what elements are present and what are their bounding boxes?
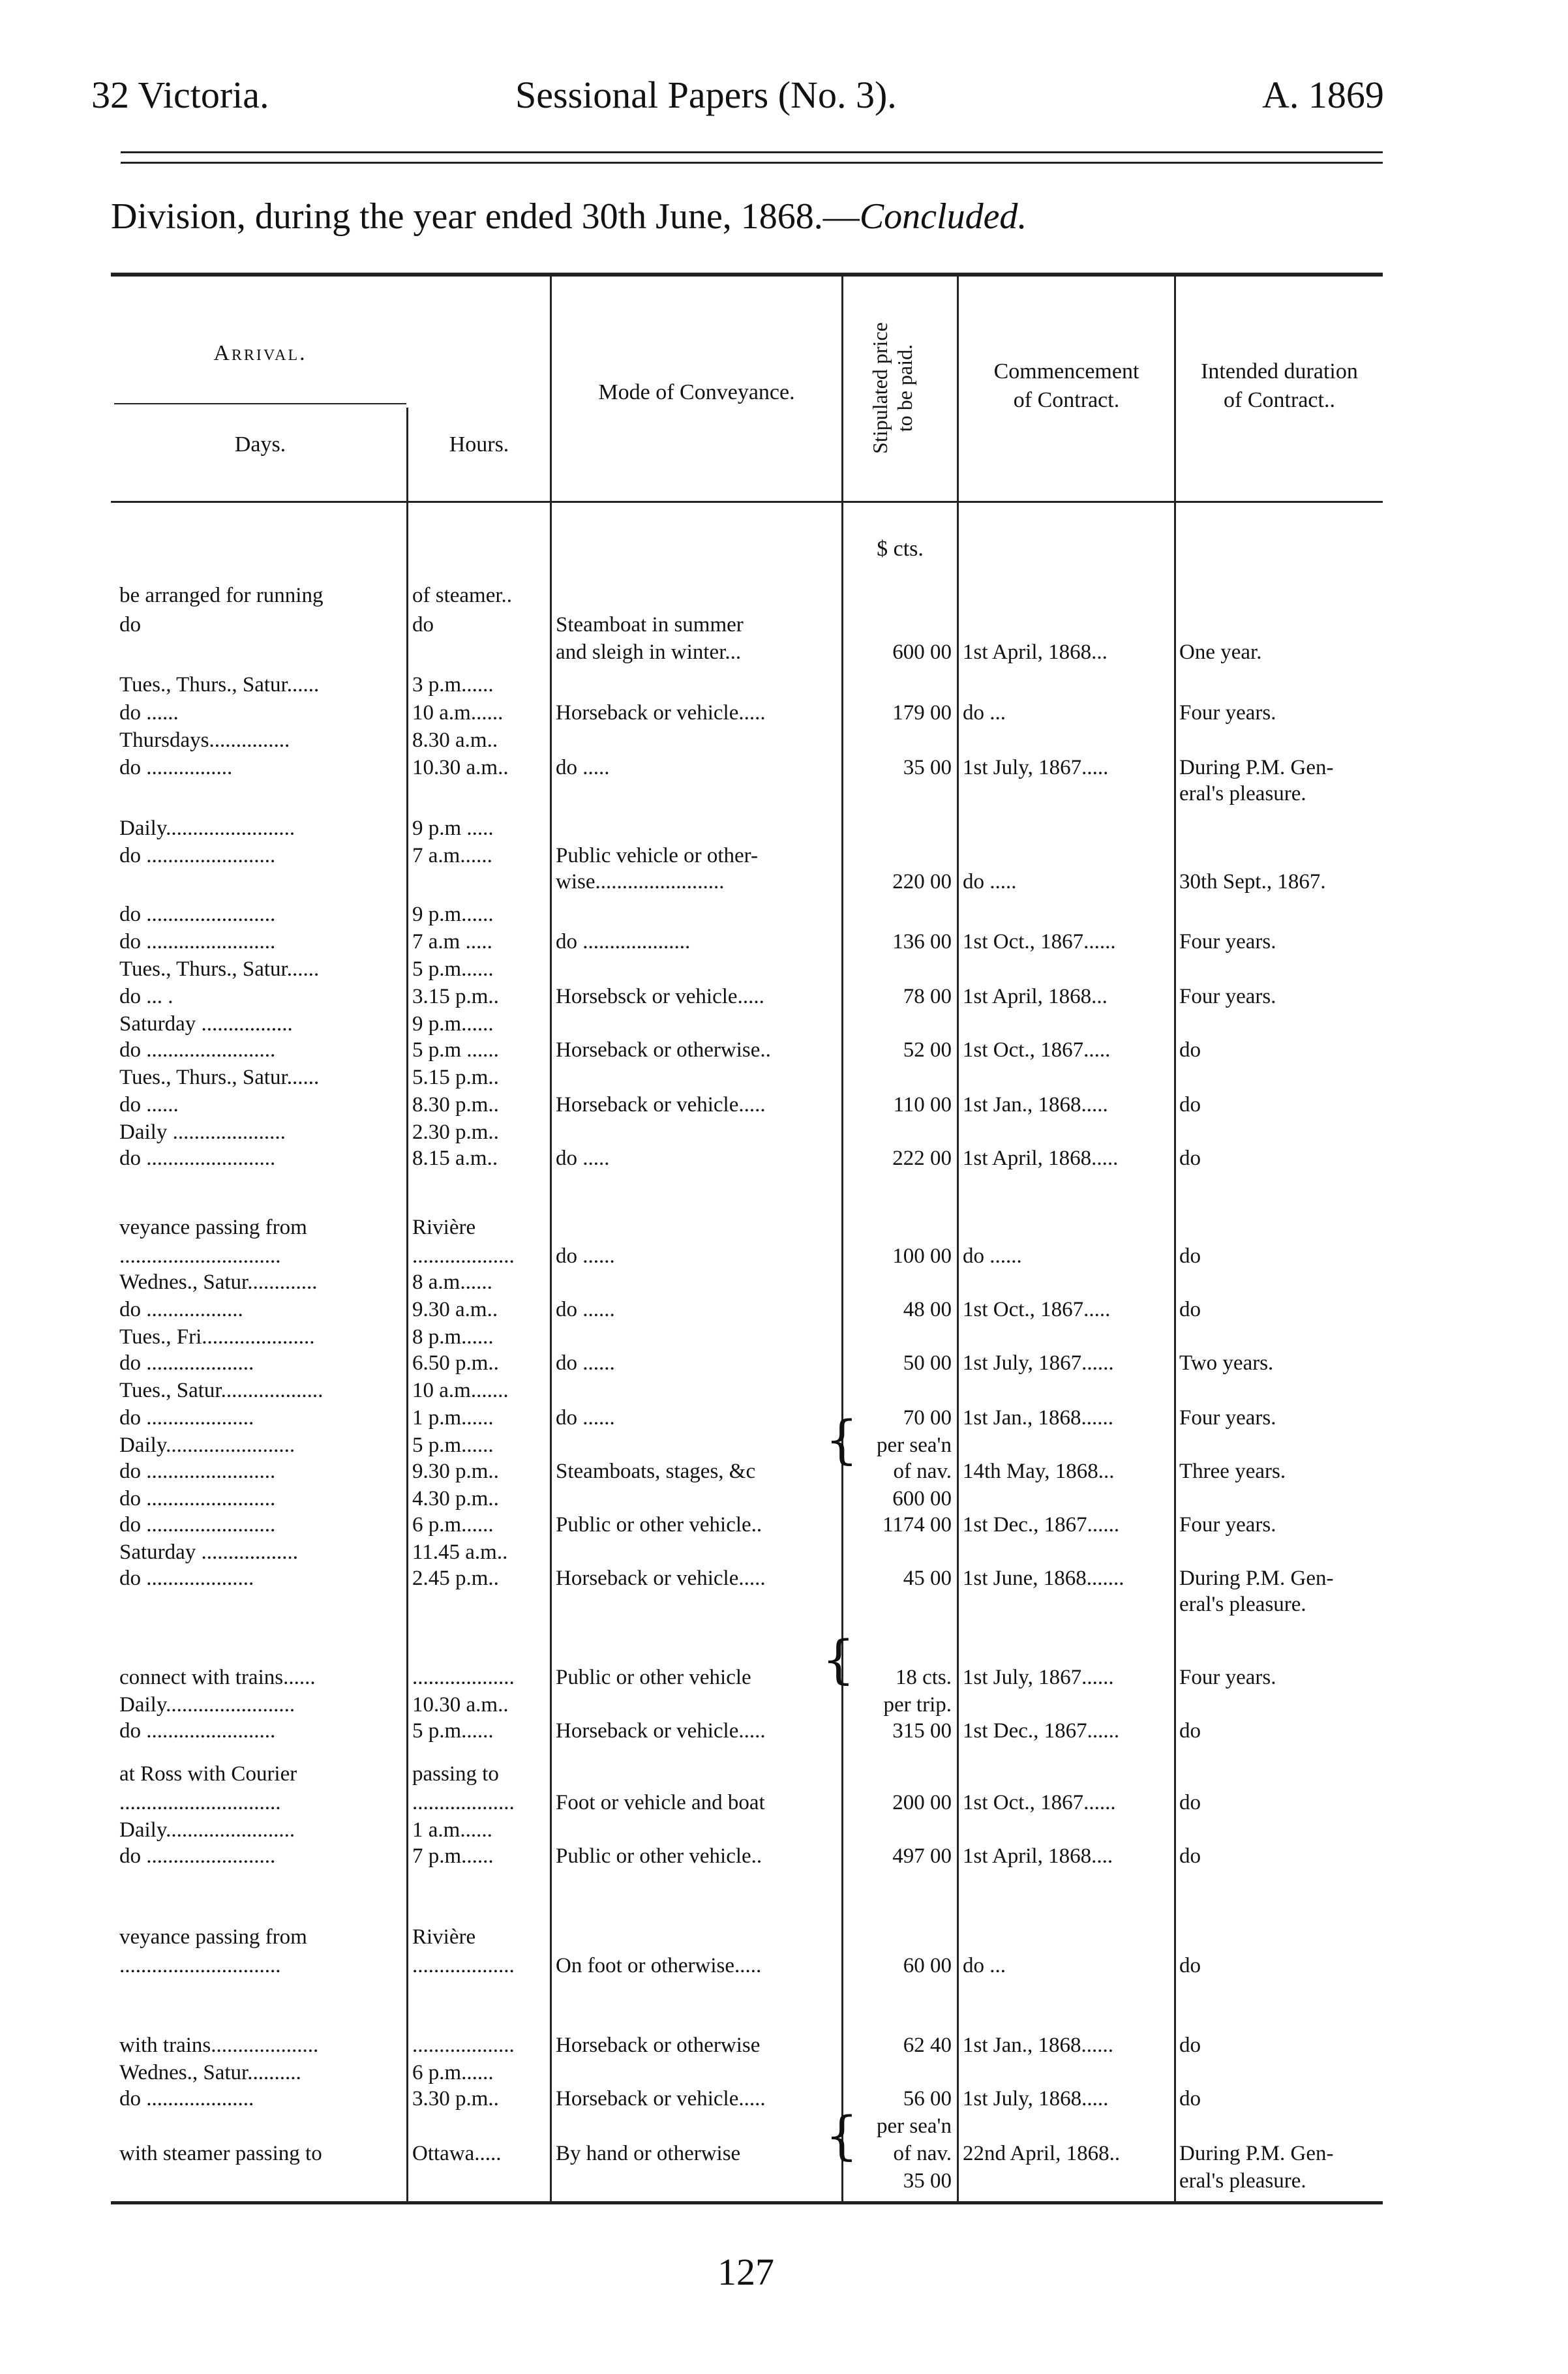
heading-hours: Hours.	[449, 432, 509, 457]
cell-comm: 1st April, 1868.....	[963, 1147, 1119, 1170]
cell-price: 52 00	[903, 1038, 952, 1062]
col-rule-price	[957, 274, 959, 2201]
cell-hours: 5 p.m......	[412, 1719, 494, 1743]
cell-days: do ........................	[119, 930, 276, 954]
cell-hours: do	[412, 613, 434, 637]
cell-hours: 11.45 a.m..	[412, 1540, 508, 1564]
cell-mode: Public or other vehicle..	[556, 1844, 762, 1868]
cell-hours: 9.30 a.m..	[412, 1298, 498, 1321]
cell-price: 50 00	[903, 1351, 952, 1375]
cell-hours: passing to	[412, 1762, 499, 1786]
cell-price: of nav.	[893, 2142, 952, 2165]
cell-price: 78 00	[903, 985, 952, 1008]
cell-dur: do	[1179, 1038, 1201, 1062]
cell-price: 60 00	[903, 1954, 952, 1977]
page-subtitle: Division, during the year ended 30th June, 1868.—Concluded.	[111, 196, 1027, 237]
cell-comm: do .....	[963, 870, 1017, 894]
cell-hours: 2.45 p.m..	[412, 1567, 499, 1590]
cell-comm: 1st Jan., 1868.....	[963, 1093, 1108, 1117]
cell-days: be arranged for running	[119, 584, 324, 607]
cell-price: 1174 00	[882, 1513, 952, 1537]
cell-dur: Four years.	[1179, 1513, 1276, 1537]
heading-mode: Mode of Conveyance.	[598, 380, 795, 404]
cell-price: 600 00	[892, 640, 952, 664]
cell-hours: 8 p.m......	[412, 1325, 494, 1349]
cell-hours: 7 p.m......	[412, 1844, 494, 1868]
cell-dur: Four years.	[1179, 930, 1276, 954]
cell-price: 220 00	[892, 870, 952, 894]
cell-mode: Horseback or vehicle.....	[556, 701, 766, 725]
cell-hours: 10 a.m......	[412, 701, 504, 725]
cell-dur: Four years.	[1179, 1666, 1276, 1689]
cell-days: do ........................	[119, 1038, 276, 1062]
cell-comm: 1st Oct., 1867.....	[963, 1038, 1111, 1062]
cell-hours: 1 a.m......	[412, 1818, 492, 1842]
cell-dur: do	[1179, 1954, 1201, 1977]
cell-hours: 9 p.m .....	[412, 817, 494, 840]
cell-days: do ....................	[119, 1406, 254, 1430]
cell-hours: 2.30 p.m..	[412, 1120, 499, 1144]
cell-days: Daily........................	[119, 1434, 295, 1457]
cell-hours: 3.15 p.m..	[412, 985, 499, 1008]
cell-hours: ...................	[412, 1244, 515, 1268]
cell-dur: do	[1179, 1298, 1201, 1321]
heading-commencement: Commencement of Contract.	[993, 359, 1139, 412]
cell-comm: 1st July, 1867.....	[963, 756, 1109, 779]
cell-days: Wednes., Satur.............	[119, 1270, 318, 1294]
cell-dur: Four years.	[1179, 701, 1276, 725]
brace-by-hand: {	[825, 2105, 858, 2166]
heading-arrival: Arrival.	[213, 341, 307, 365]
cell-hours: 6.50 p.m..	[412, 1351, 499, 1375]
cell-comm: 1st July, 1867......	[963, 1351, 1114, 1375]
table-header-rule	[111, 501, 1383, 503]
cell-days: Tues., Satur...................	[119, 1379, 324, 1402]
cell-dur: Four years.	[1179, 1406, 1276, 1430]
cell-days: ..............................	[119, 1954, 281, 1977]
cell-days: ..............................	[119, 1791, 281, 1814]
cell-dur: eral's pleasure.	[1179, 782, 1306, 805]
cell-mode: do ......	[556, 1244, 615, 1268]
cell-mode: do ....................	[556, 930, 691, 954]
cell-dur: do	[1179, 1244, 1201, 1268]
cell-hours: 5 p.m ......	[412, 1038, 499, 1062]
cell-price: of nav.	[893, 1460, 952, 1483]
cell-hours: 1 p.m......	[412, 1406, 494, 1430]
cell-mode: On foot or otherwise.....	[556, 1954, 762, 1977]
cell-dur: do	[1179, 1719, 1201, 1743]
col-rule-hours	[550, 274, 552, 2201]
cell-price: per sea'n	[877, 2114, 952, 2138]
cell-price: 136 00	[892, 930, 952, 954]
cell-days: do ........................	[119, 1147, 276, 1170]
cell-hours: ...................	[412, 1666, 515, 1689]
cell-comm: 1st April, 1868....	[963, 1844, 1113, 1868]
cell-mode: Horsebsck or vehicle.....	[556, 985, 764, 1008]
cell-hours: ...................	[412, 1954, 515, 1977]
cell-mode: Foot or vehicle and boat	[556, 1791, 765, 1814]
header-right: A. 1869	[1262, 74, 1384, 116]
brace-steamboats: {	[825, 1409, 858, 1470]
cell-comm: 1st July, 1868.....	[963, 2087, 1109, 2111]
cell-mode: do .....	[556, 1147, 610, 1170]
table-bottom-rule	[111, 2201, 1383, 2204]
cell-hours: 8.30 a.m..	[412, 729, 498, 752]
cell-price: 56 00	[903, 2087, 952, 2111]
cell-price: 200 00	[892, 1791, 952, 1814]
cell-comm: 1st Oct., 1867......	[963, 930, 1116, 954]
cell-hours: 9 p.m......	[412, 1012, 494, 1036]
cell-days: do ......	[119, 701, 179, 725]
cell-days: do ........................	[119, 1719, 276, 1743]
cell-hours: 5 p.m......	[412, 1434, 494, 1457]
cell-price: 18 cts.	[895, 1666, 952, 1689]
cell-hours: 5.15 p.m..	[412, 1066, 499, 1089]
col-rule-days	[406, 408, 408, 2201]
cell-comm: do ......	[963, 1244, 1022, 1268]
cell-days: with trains....................	[119, 2034, 319, 2057]
cell-price: 497 00	[892, 1844, 952, 1868]
header-center: Sessional Papers (No. 3).	[515, 74, 897, 116]
cell-mode: Steamboat in summer	[556, 613, 744, 637]
cell-dur: do	[1179, 2034, 1201, 2057]
cell-mode: Horseback or vehicle.....	[556, 2087, 766, 2111]
cell-hours: 3.30 p.m..	[412, 2087, 499, 2111]
cell-mode: Horseback or otherwise..	[556, 1038, 771, 1062]
cell-days: at Ross with Courier	[119, 1762, 297, 1786]
cell-hours: of steamer..	[412, 584, 513, 607]
cell-dur: do	[1179, 1844, 1201, 1868]
cell-hours: 10 a.m.......	[412, 1379, 509, 1402]
cell-mode: Horseback or vehicle.....	[556, 1719, 766, 1743]
cell-days: Thursdays...............	[119, 729, 290, 752]
cell-comm: 1st Dec., 1867......	[963, 1513, 1120, 1537]
cell-dur: During P.M. Gen-	[1179, 2142, 1334, 2165]
cell-days: do ........................	[119, 844, 276, 867]
cell-mode: Horseback or vehicle.....	[556, 1567, 766, 1590]
cell-days: Daily........................	[119, 817, 295, 840]
cell-days: veyance passing from	[119, 1925, 307, 1949]
heading-days: Days.	[234, 432, 286, 457]
cell-days: ..............................	[119, 1244, 281, 1268]
cell-comm: 1st Dec., 1867......	[963, 1719, 1120, 1743]
cell-hours: 6 p.m......	[412, 2061, 494, 2084]
cell-comm: 1st Jan., 1868......	[963, 1406, 1113, 1430]
cell-days: do ........................	[119, 903, 276, 926]
cell-price: 35 00	[903, 2169, 952, 2193]
cell-hours: 10.30 a.m..	[412, 756, 509, 779]
cell-hours: 8 a.m......	[412, 1270, 492, 1294]
cell-price: 100 00	[892, 1244, 952, 1268]
cell-price: 222 00	[892, 1147, 952, 1170]
cell-hours: Rivière	[412, 1216, 476, 1239]
cell-dur: Three years.	[1179, 1460, 1286, 1483]
arrival-subrule	[114, 403, 406, 404]
cell-mode: wise........................	[556, 870, 725, 894]
cell-dur: Two years.	[1179, 1351, 1274, 1375]
cell-days: do ................	[119, 756, 233, 779]
cell-hours: Ottawa.....	[412, 2142, 502, 2165]
cell-price: 315 00	[892, 1719, 952, 1743]
cell-days: do	[119, 613, 141, 637]
cell-hours: ...................	[412, 2034, 515, 2057]
cell-days: do ....................	[119, 1567, 254, 1590]
cell-mode: Steamboats, stages, &c	[556, 1460, 756, 1483]
cell-mode: do ......	[556, 1298, 615, 1321]
cell-comm: 1st June, 1868.......	[963, 1567, 1124, 1590]
cell-mode: do ......	[556, 1406, 615, 1430]
cell-price: 45 00	[903, 1567, 952, 1590]
cell-dur: Four years.	[1179, 985, 1276, 1008]
header-rule-top	[121, 151, 1383, 153]
cell-days: Wednes., Satur..........	[119, 2061, 301, 2084]
cell-days: veyance passing from	[119, 1216, 307, 1239]
heading-units: $ cts.	[877, 537, 924, 561]
cell-comm: 14th May, 1868...	[963, 1460, 1115, 1483]
cell-hours: 5 p.m......	[412, 957, 494, 981]
cell-comm: 1st April, 1868...	[963, 640, 1108, 664]
cell-hours: ...................	[412, 1791, 515, 1814]
cell-hours: 8.30 p.m..	[412, 1093, 499, 1117]
cell-price: per trip.	[883, 1693, 952, 1717]
cell-days: Daily........................	[119, 1693, 295, 1717]
cell-mode: By hand or otherwise	[556, 2142, 741, 2165]
cell-days: do ........................	[119, 1844, 276, 1868]
cell-mode: Horseback or otherwise	[556, 2034, 761, 2057]
cell-days: do ..................	[119, 1298, 243, 1321]
cell-days: do ........................	[119, 1487, 276, 1510]
col-rule-comm	[1174, 274, 1176, 2201]
cell-dur: During P.M. Gen-	[1179, 1567, 1334, 1590]
cell-comm: 1st Jan., 1868......	[963, 2034, 1113, 2057]
cell-hours: 7 a.m .....	[412, 930, 492, 954]
cell-days: connect with trains......	[119, 1666, 316, 1689]
heading-price: Stipulated price to be paid.	[868, 322, 916, 454]
cell-hours: 9.30 p.m..	[412, 1460, 499, 1483]
cell-comm: 1st Oct., 1867......	[963, 1791, 1116, 1814]
brace-public-vehicle: {	[822, 1629, 855, 1690]
cell-dur: eral's pleasure.	[1179, 1593, 1306, 1616]
cell-days: Saturday .................	[119, 1012, 293, 1036]
cell-price: 600 00	[892, 1487, 952, 1510]
cell-hours: 4.30 p.m..	[412, 1487, 499, 1510]
table-top-rule	[111, 273, 1383, 277]
cell-dur: One year.	[1179, 640, 1262, 664]
cell-days: Tues., Thurs., Satur......	[119, 673, 320, 697]
cell-mode: Horseback or vehicle.....	[556, 1093, 766, 1117]
page-number: 127	[717, 2251, 774, 2293]
cell-dur: During P.M. Gen-	[1179, 756, 1334, 779]
cell-days: Daily........................	[119, 1818, 295, 1842]
cell-hours: 7 a.m......	[412, 844, 492, 867]
cell-days: do ... .	[119, 985, 173, 1008]
cell-comm: 1st April, 1868...	[963, 985, 1108, 1008]
heading-duration: Intended duration of Contract..	[1201, 359, 1358, 412]
cell-days: with steamer passing to	[119, 2142, 322, 2165]
cell-mode: Public or other vehicle..	[556, 1513, 762, 1537]
cell-days: Saturday ..................	[119, 1540, 299, 1564]
cell-hours: 10.30 a.m..	[412, 1693, 509, 1717]
cell-hours: Rivière	[412, 1925, 476, 1949]
cell-dur: 30th Sept., 1867.	[1179, 870, 1326, 894]
cell-comm: 1st July, 1867......	[963, 1666, 1114, 1689]
cell-days: do ......	[119, 1093, 179, 1117]
cell-days: do ....................	[119, 2087, 254, 2111]
cell-price: 48 00	[903, 1298, 952, 1321]
cell-hours: 9 p.m......	[412, 903, 494, 926]
cell-price: 179 00	[892, 701, 952, 725]
cell-price: 70 00	[903, 1406, 952, 1430]
cell-days: do ........................	[119, 1460, 276, 1483]
cell-days: Tues., Fri.....................	[119, 1325, 315, 1349]
cell-mode: do .....	[556, 756, 610, 779]
cell-dur: do	[1179, 1093, 1201, 1117]
cell-price: 35 00	[903, 756, 952, 779]
cell-mode: Public vehicle or other-	[556, 844, 758, 867]
cell-mode: do ......	[556, 1351, 615, 1375]
cell-price: per sea'n	[877, 1434, 952, 1457]
cell-comm: do ...	[963, 1954, 1006, 1977]
header-rule-bottom	[121, 162, 1383, 164]
cell-hours: 3 p.m......	[412, 673, 494, 697]
cell-mode: Public or other vehicle	[556, 1666, 751, 1689]
cell-days: Daily .....................	[119, 1120, 286, 1144]
cell-comm: do ...	[963, 701, 1006, 725]
cell-comm: 22nd April, 1868..	[963, 2142, 1121, 2165]
cell-days: do ....................	[119, 1351, 254, 1375]
cell-days: do ........................	[119, 1513, 276, 1537]
header-left: 32 Victoria.	[91, 74, 269, 116]
cell-dur: do	[1179, 1147, 1201, 1170]
cell-comm: 1st Oct., 1867.....	[963, 1298, 1111, 1321]
cell-days: Tues., Thurs., Satur......	[119, 1066, 320, 1089]
cell-price: 62 40	[903, 2034, 952, 2057]
cell-dur: eral's pleasure.	[1179, 2169, 1306, 2193]
cell-mode: and sleigh in winter...	[556, 640, 742, 664]
cell-dur: do	[1179, 1791, 1201, 1814]
cell-price: 110 00	[893, 1093, 952, 1117]
cell-dur: do	[1179, 2087, 1201, 2111]
cell-days: Tues., Thurs., Satur......	[119, 957, 320, 981]
cell-hours: 6 p.m......	[412, 1513, 494, 1537]
cell-hours: 8.15 a.m..	[412, 1147, 498, 1170]
